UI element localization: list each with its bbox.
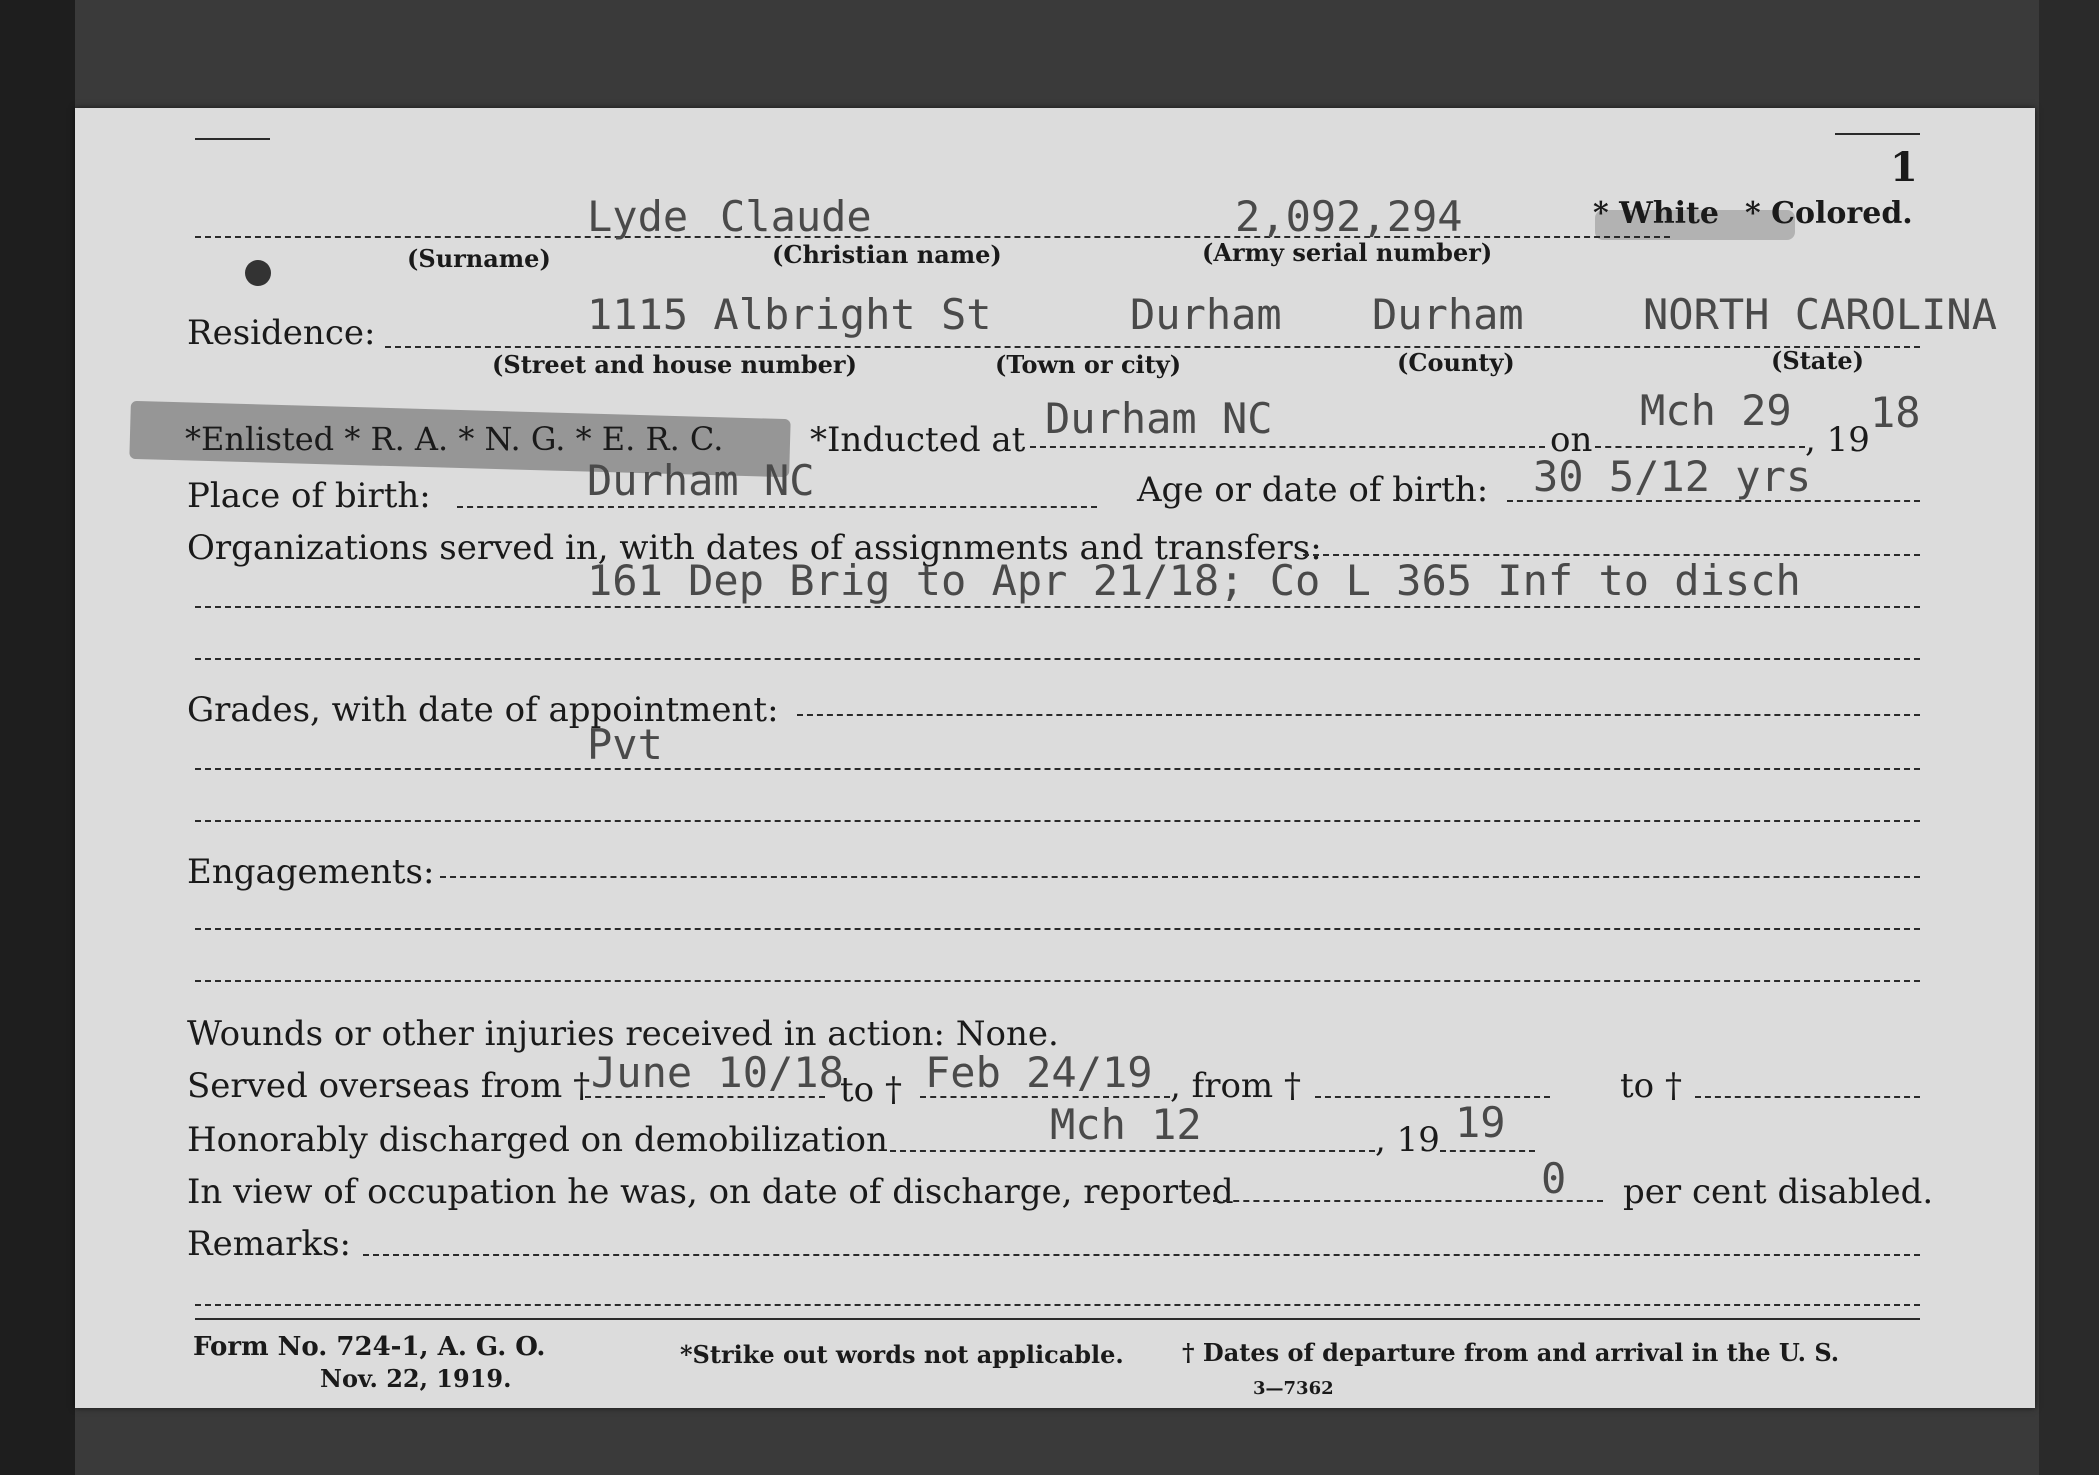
surname-caption: (Surname) — [407, 244, 551, 273]
punch-hole — [245, 260, 271, 286]
discharge-year-prefix: , 19 — [1375, 1120, 1440, 1160]
discharge-year-line — [1440, 1150, 1535, 1152]
remarks-line-1 — [363, 1254, 1920, 1256]
discharge-date: Mch 12 — [1050, 1100, 1202, 1149]
residence-label: Residence: — [187, 313, 376, 353]
overseas-to-line-2 — [1695, 1096, 1920, 1098]
inducted-line — [1030, 446, 1545, 448]
street-caption: (Street and house number) — [492, 350, 857, 379]
place-of-birth-label: Place of birth: — [187, 476, 431, 516]
inducted-year: 18 — [1870, 388, 1921, 437]
army-serial-number: 2,092,294 — [1235, 192, 1463, 241]
print-code: 3—7362 — [1253, 1378, 1334, 1399]
county-caption: (County) — [1397, 348, 1515, 377]
race-colored: * Colored. — [1745, 196, 1913, 231]
remarks-label: Remarks: — [187, 1224, 351, 1264]
grades-line-1 — [797, 714, 1920, 716]
surname: Lyde — [587, 192, 689, 241]
overseas-to-date: Feb 24/19 — [925, 1048, 1153, 1097]
year-prefix: , 19 — [1805, 420, 1870, 460]
dates-note: † Dates of departure from and arrival in the U. S. — [1182, 1338, 1840, 1367]
organizations-line-2 — [195, 606, 1920, 608]
date-line — [1595, 446, 1805, 448]
background-right — [2039, 0, 2099, 1475]
race-white: * White — [1593, 196, 1719, 231]
organizations-value: 161 Dep Brig to Apr 21/18; Co L 365 Inf to disch — [587, 556, 1801, 605]
form-number: Form No. 724-1, A. G. O. — [193, 1332, 546, 1362]
engagements-label: Engagements: — [187, 852, 435, 892]
place-of-birth: Durham NC — [587, 456, 815, 505]
enlistment-options: *Enlisted * R. A. * N. G. * E. R. C. — [185, 420, 724, 458]
engagements-line-1 — [440, 876, 1920, 878]
christian-name: Claude — [720, 192, 872, 241]
card-number: 1 — [1890, 144, 1918, 191]
residence-street: 1115 Albright St — [587, 290, 992, 339]
disability-label: In view of occupation he was, on date of discharge, reported — [187, 1172, 1234, 1212]
grade-value: Pvt — [587, 720, 663, 769]
top-left-rule — [195, 138, 270, 140]
engagements-line-2 — [195, 928, 1920, 930]
top-right-rule — [1835, 133, 1920, 135]
overseas-to-label-2: to † — [1620, 1066, 1682, 1106]
christian-name-caption: (Christian name) — [772, 240, 1002, 269]
service-record-card — [75, 108, 2035, 1408]
wounds-label: Wounds or other injuries received in action: None. — [187, 1014, 1059, 1054]
residence-county: Durham — [1372, 290, 1524, 339]
strike-out-note: *Strike out words not applicable. — [680, 1340, 1124, 1369]
background-left — [0, 0, 75, 1475]
organizations-label: Organizations served in, with dates of assignments and transfers: — [187, 528, 1322, 568]
discharge-year: 19 — [1455, 1098, 1506, 1147]
disability-value: 0 — [1541, 1154, 1567, 1203]
organizations-line-3 — [195, 658, 1920, 660]
residence-line — [385, 346, 1920, 348]
birth-place-line — [457, 506, 1097, 508]
discharge-label: Honorably discharged on demobilization — [187, 1120, 888, 1160]
on-label: on — [1550, 420, 1593, 460]
grades-line-2 — [195, 768, 1920, 770]
remarks-line-2 — [195, 1304, 1920, 1306]
state-caption: (State) — [1771, 346, 1865, 375]
overseas-label: Served overseas from † — [187, 1066, 591, 1106]
inducted-place: Durham NC — [1045, 394, 1273, 443]
discharge-date-line — [890, 1150, 1375, 1152]
age-label: Age or date of birth: — [1137, 470, 1489, 510]
age: 30 5/12 yrs — [1533, 452, 1812, 501]
overseas-from-date: June 10/18 — [591, 1048, 844, 1097]
inducted-label: *Inducted at — [810, 420, 1026, 460]
footer-rule — [195, 1318, 1920, 1320]
disability-suffix: per cent disabled. — [1623, 1172, 1934, 1212]
overseas-from-label-2: , from † — [1170, 1066, 1301, 1106]
overseas-from-line-2 — [1315, 1096, 1550, 1098]
inducted-date: Mch 29 — [1640, 386, 1792, 435]
town-caption: (Town or city) — [995, 350, 1182, 379]
grades-label: Grades, with date of appointment: — [187, 690, 779, 730]
engagements-line-3 — [195, 980, 1920, 982]
residence-state: NORTH CAROLINA — [1643, 290, 1998, 339]
grades-line-3 — [195, 820, 1920, 822]
serial-number-caption: (Army serial number) — [1202, 238, 1493, 267]
overseas-to-label: to † — [840, 1070, 902, 1110]
form-date: Nov. 22, 1919. — [320, 1364, 512, 1393]
residence-town: Durham — [1130, 290, 1282, 339]
